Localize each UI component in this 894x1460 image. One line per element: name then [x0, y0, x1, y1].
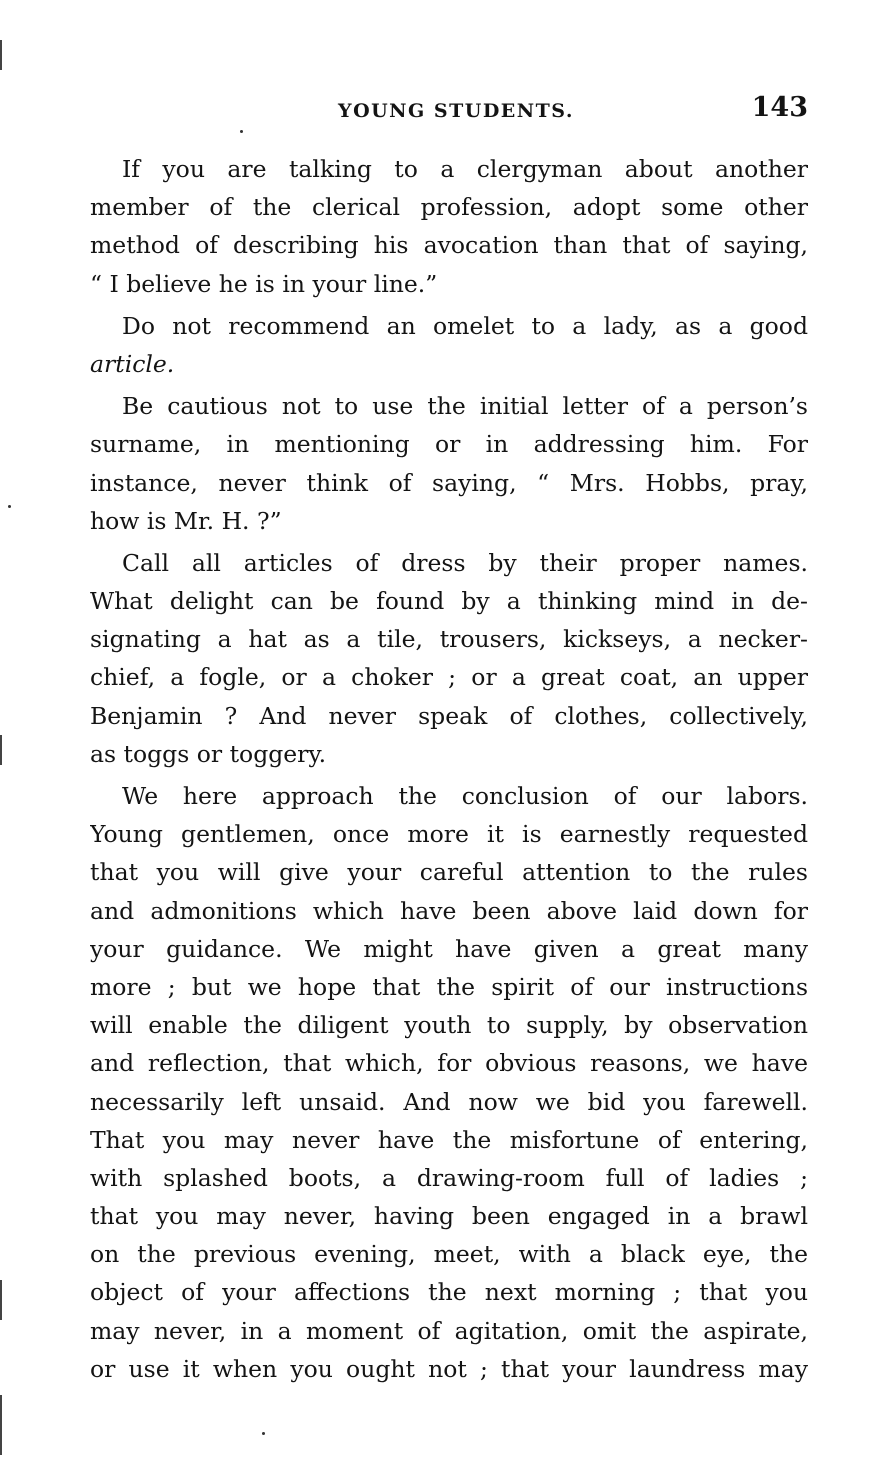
text-line: necessarily left unsaid. And now we bid you farewell.	[90, 1087, 808, 1116]
text-line: Benjamin ? And never speak of clothes, collectively,	[90, 701, 808, 730]
scan-speck	[8, 505, 11, 508]
page-number: 143	[751, 92, 808, 123]
paragraph	[90, 307, 808, 383]
scan-edge-mark	[0, 1395, 2, 1455]
paragraph	[90, 150, 808, 303]
paragraph	[90, 544, 808, 773]
text-line: that you will give your careful attention to the rules	[90, 858, 808, 887]
scan-edge-mark	[0, 735, 2, 765]
text-line: object of your affections the next morning ; that you	[90, 1278, 808, 1307]
text-line: may never, in a moment of agitation, omit the aspirate,	[90, 1316, 808, 1345]
body-text	[90, 150, 808, 1392]
paragraph	[90, 387, 808, 540]
text-line: If you are talking to a clergyman about another	[122, 155, 808, 183]
paragraph	[90, 777, 808, 1388]
text-line: how is Mr. H. ?”	[90, 506, 282, 535]
text-line: Be cautious not to use the initial letter of a person’s	[122, 392, 808, 421]
text-line: Do not recommend an omelet to a lady, as a good	[122, 311, 808, 340]
page-header	[90, 92, 808, 132]
text-line: We here approach the conclusion of our labors.	[122, 782, 808, 810]
text-line: “ I believe he is in your line.”	[90, 269, 438, 298]
text-line: Call all articles of dress by their proper names.	[122, 548, 808, 577]
scan-speck	[240, 130, 243, 133]
text-line: What delight can be found by a thinking mind in de-	[90, 587, 808, 616]
text-line: signating a hat as a tile, trousers, kickseys, a necker-	[90, 625, 808, 654]
text-line: Young gentlemen, once more it is earnestly requested	[90, 820, 808, 849]
text-line: on the previous evening, meet, with a black eye, the	[90, 1240, 808, 1269]
text-line: method of describing his avocation than that of saying,	[90, 231, 808, 260]
text-line: your guidance. We might have given a great many	[90, 934, 808, 963]
text-line: article.	[90, 349, 175, 378]
text-line: more ; but we hope that the spirit of our instructions	[90, 972, 808, 1001]
text-line: surname, in mentioning or in addressing him. For	[90, 430, 808, 459]
text-line: that you may never, having been engaged in a brawl	[90, 1202, 808, 1231]
text-line: That you may never have the misfortune of entering,	[90, 1125, 808, 1154]
text-line: with splashed boots, a drawing-room full of ladies ;	[90, 1163, 808, 1192]
text-line: as toggs or toggery.	[90, 739, 327, 768]
scan-speck	[262, 1432, 265, 1435]
text-line: instance, never think of saying, “ Mrs. Hobbs, pray,	[90, 468, 808, 497]
text-line: and reflection, that which, for obvious reasons, we have	[90, 1049, 808, 1078]
text-line: member of the clerical profession, adopt some other	[90, 193, 808, 222]
text-line: will enable the diligent youth to supply, by observation	[90, 1011, 808, 1040]
scan-edge-mark	[0, 1280, 2, 1320]
text-line: chief, a fogle, or a choker ; or a great coat, an upper	[90, 663, 808, 692]
scan-edge-mark	[0, 40, 2, 70]
running-title: YOUNG STUDENTS.	[338, 100, 574, 122]
text-line: and admonitions which have been above laid down for	[90, 896, 808, 925]
text-line: or use it when you ought not ; that your laundress may	[90, 1354, 808, 1383]
